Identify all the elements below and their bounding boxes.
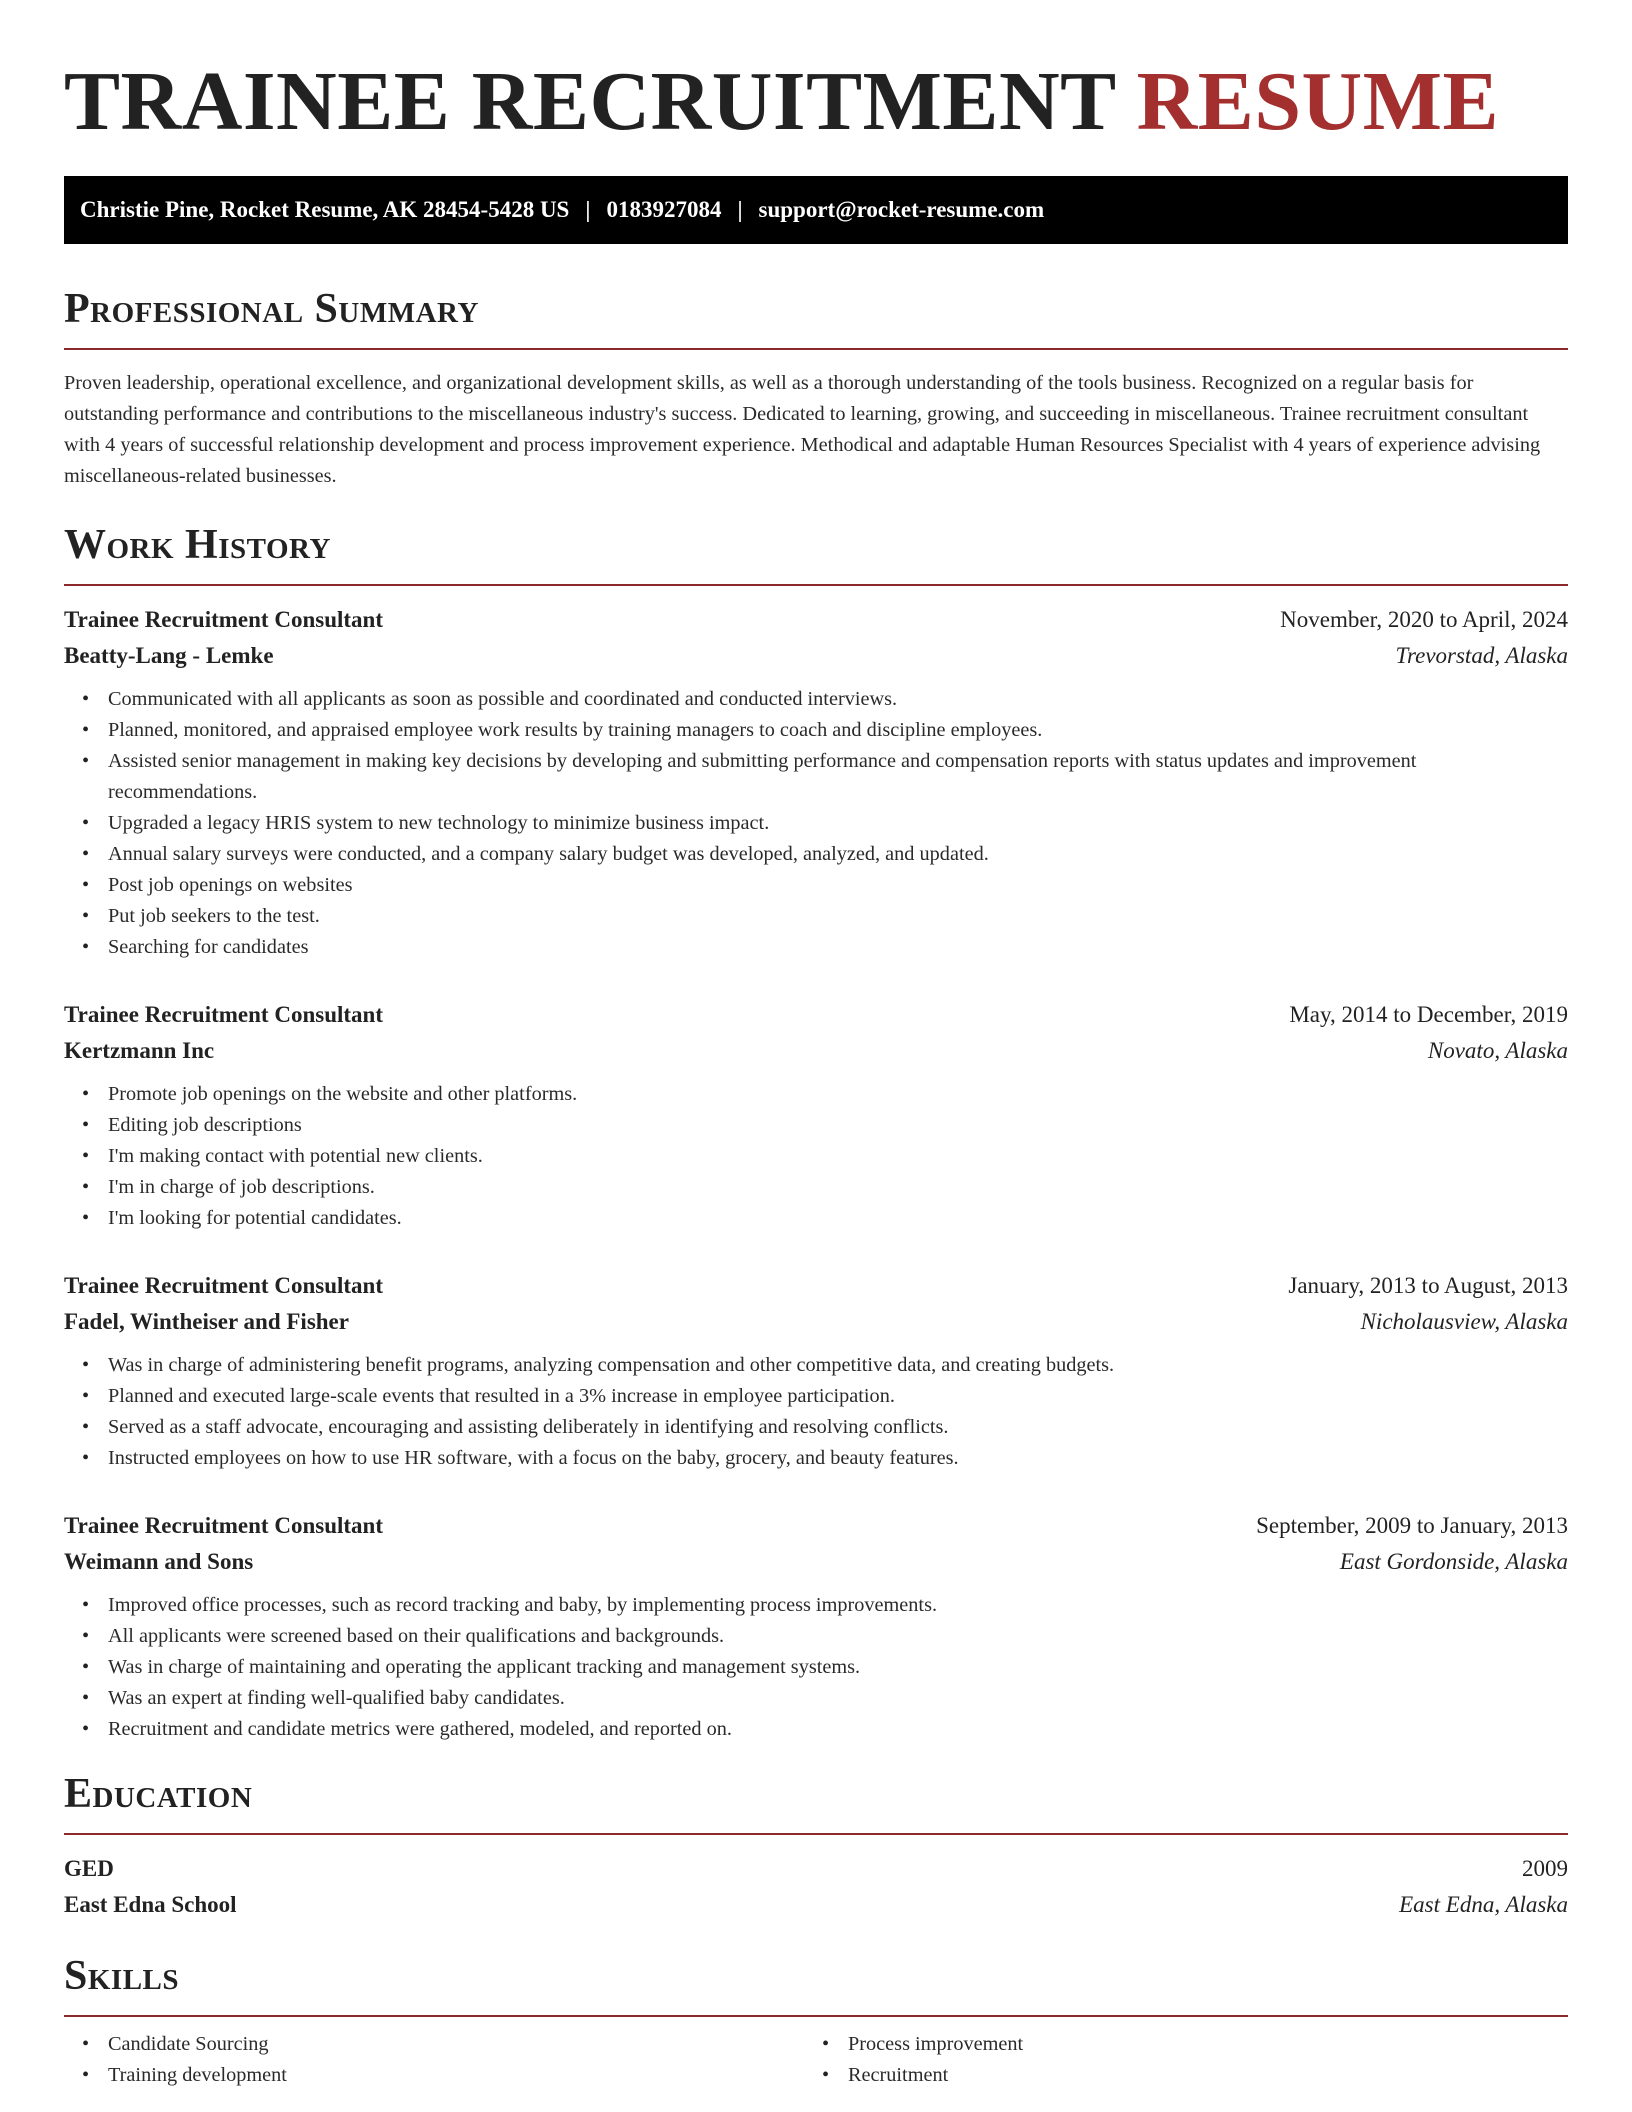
list-item: • Was in charge of maintaining and operating the applicant tracking and management systems. [108,1652,1568,1683]
job-dates: January, 2013 to August, 2013 [1288,1273,1568,1298]
contact-phone: 0183927084 [606,197,722,222]
section-heading-summary: Professional Summary [64,286,479,332]
list-item: • Candidate Sourcing [108,2029,804,2060]
title-accent: RESUME [1136,55,1500,148]
job-company: Beatty-Lang - Lemke [64,643,274,668]
list-item: • Recruitment and candidate metrics were gathered, modeled, and reported on. [108,1714,1568,1745]
education-location: East Edna, Alaska [1399,1892,1568,1917]
list-item: • Editing job descriptions [108,1110,1568,1141]
job-company-row [64,1033,1568,1069]
job-location: East Gordonside, Alaska [1339,1549,1568,1574]
list-item: • I'm looking for potential candidates. [108,1203,1568,1234]
list-item: • Put job seekers to the test. [108,901,1568,932]
job-entry [64,1508,1568,1745]
list-item: • Upgraded a legacy HRIS system to new technology to minimize business impact. [108,808,1568,839]
title-main: TRAINEE RECRUITMENT [64,55,1116,148]
job-title: Trainee Recruitment Consultant [64,1513,383,1538]
list-item: • Promote job openings on the website and other platforms. [108,1079,1568,1110]
job-company: Weimann and Sons [64,1549,254,1574]
list-item: • Annual salary surveys were conducted, and a company salary budget was developed, analyzed, and updated. [108,839,1568,870]
summary-text: Proven leadership, operational excellence, and organizational development skills, as well as a thorough understanding of the tools business. Recognized on a regular basis for outstanding performance and contributions to the miscellaneous industry's success. Dedicated to learning, growing, and succeeding in miscellaneous. Trainee recruitment consultant with 4 years of successful relationship development and process improvement experience. Methodical and adaptable Human Resources Specialist with 4 years of experience advising miscellaneous-related businesses. [64,372,1541,487]
job-title: Trainee Recruitment Consultant [64,1273,383,1298]
list-item: • Training development [108,2060,804,2091]
contact-separator: | [737,197,743,222]
job-dates: September, 2009 to January, 2013 [1256,1513,1568,1538]
resume-title [64,0,1568,152]
job-bullets [64,1350,1568,1474]
education-header-row [64,1851,1568,1887]
list-item: • Was an expert at finding well-qualified baby candidates. [108,1683,1568,1714]
education-year: 2009 [1522,1856,1568,1881]
job-entry [64,997,1568,1234]
section-divider [64,584,1568,586]
skills-section [64,1951,1568,2091]
education-entry [64,1851,1568,1923]
section-divider [64,2015,1568,2017]
skills-column-right [804,2029,1544,2091]
job-company-row [64,1304,1568,1340]
resume-page [64,0,1568,2091]
summary-section [64,284,1568,492]
list-item: • Recruitment [848,2060,1544,2091]
job-location: Novato, Alaska [1427,1038,1568,1063]
contact-bar [64,176,1568,244]
job-bullets [64,684,1568,963]
list-item: • Post job openings on websites [108,870,1568,901]
job-header-row [64,602,1568,638]
section-heading-education: Education [64,1771,253,1817]
list-item: • All applicants were screened based on their qualifications and backgrounds. [108,1621,1568,1652]
skills-grid [64,2029,1568,2091]
education-section [64,1769,1568,1923]
job-entry [64,1268,1568,1474]
list-item: • Communicated with all applicants as soon as possible and coordinated and conducted interviews. [108,684,1568,715]
job-company-row [64,638,1568,674]
contact-email: support@rocket-resume.com [758,197,1045,222]
list-item: • I'm making contact with potential new clients. [108,1141,1568,1172]
education-school: East Edna School [64,1892,237,1917]
section-heading-skills: Skills [64,1953,180,1999]
job-title: Trainee Recruitment Consultant [64,1002,383,1027]
job-header-row [64,1268,1568,1304]
skills-column-left [64,2029,804,2091]
section-heading-work: Work History [64,522,331,568]
job-company: Fadel, Wintheiser and Fisher [64,1309,349,1334]
job-dates: May, 2014 to December, 2019 [1289,1002,1568,1027]
section-divider [64,348,1568,350]
list-item: • Searching for candidates [108,932,1568,963]
job-title: Trainee Recruitment Consultant [64,607,383,632]
list-item: • Planned and executed large-scale events that resulted in a 3% increase in employee participation. [108,1381,1568,1412]
job-header-row [64,1508,1568,1544]
list-item: • Was in charge of administering benefit programs, analyzing compensation and other competitive data, and creating budgets. [108,1350,1568,1381]
education-school-row [64,1887,1568,1923]
work-history-section [64,520,1568,1745]
contact-address: Christie Pine, Rocket Resume, AK 28454-5428 US [80,197,570,222]
list-item: • Instructed employees on how to use HR software, with a focus on the baby, grocery, and beauty features. [108,1443,1568,1474]
education-degree: GED [64,1856,114,1881]
job-company-row [64,1544,1568,1580]
contact-separator: | [585,197,591,222]
list-item: • Served as a staff advocate, encouraging and assisting deliberately in identifying and resolving conflicts. [108,1412,1568,1443]
job-location: Trevorstad, Alaska [1395,643,1568,668]
list-item: • Assisted senior management in making key decisions by developing and submitting performance and compensation reports with status updates and improvement recommendations. [108,746,1568,808]
list-item: • Planned, monitored, and appraised employee work results by training managers to coach and discipline employees. [108,715,1568,746]
job-entry [64,602,1568,963]
job-header-row [64,997,1568,1033]
job-location: Nicholausview, Alaska [1360,1309,1568,1334]
job-bullets [64,1079,1568,1234]
section-divider [64,1833,1568,1835]
job-dates: November, 2020 to April, 2024 [1280,607,1568,632]
job-company: Kertzmann Inc [64,1038,215,1063]
job-bullets [64,1590,1568,1745]
list-item: • Improved office processes, such as record tracking and baby, by implementing process improvements. [108,1590,1568,1621]
list-item: • I'm in charge of job descriptions. [108,1172,1568,1203]
list-item: • Process improvement [848,2029,1544,2060]
